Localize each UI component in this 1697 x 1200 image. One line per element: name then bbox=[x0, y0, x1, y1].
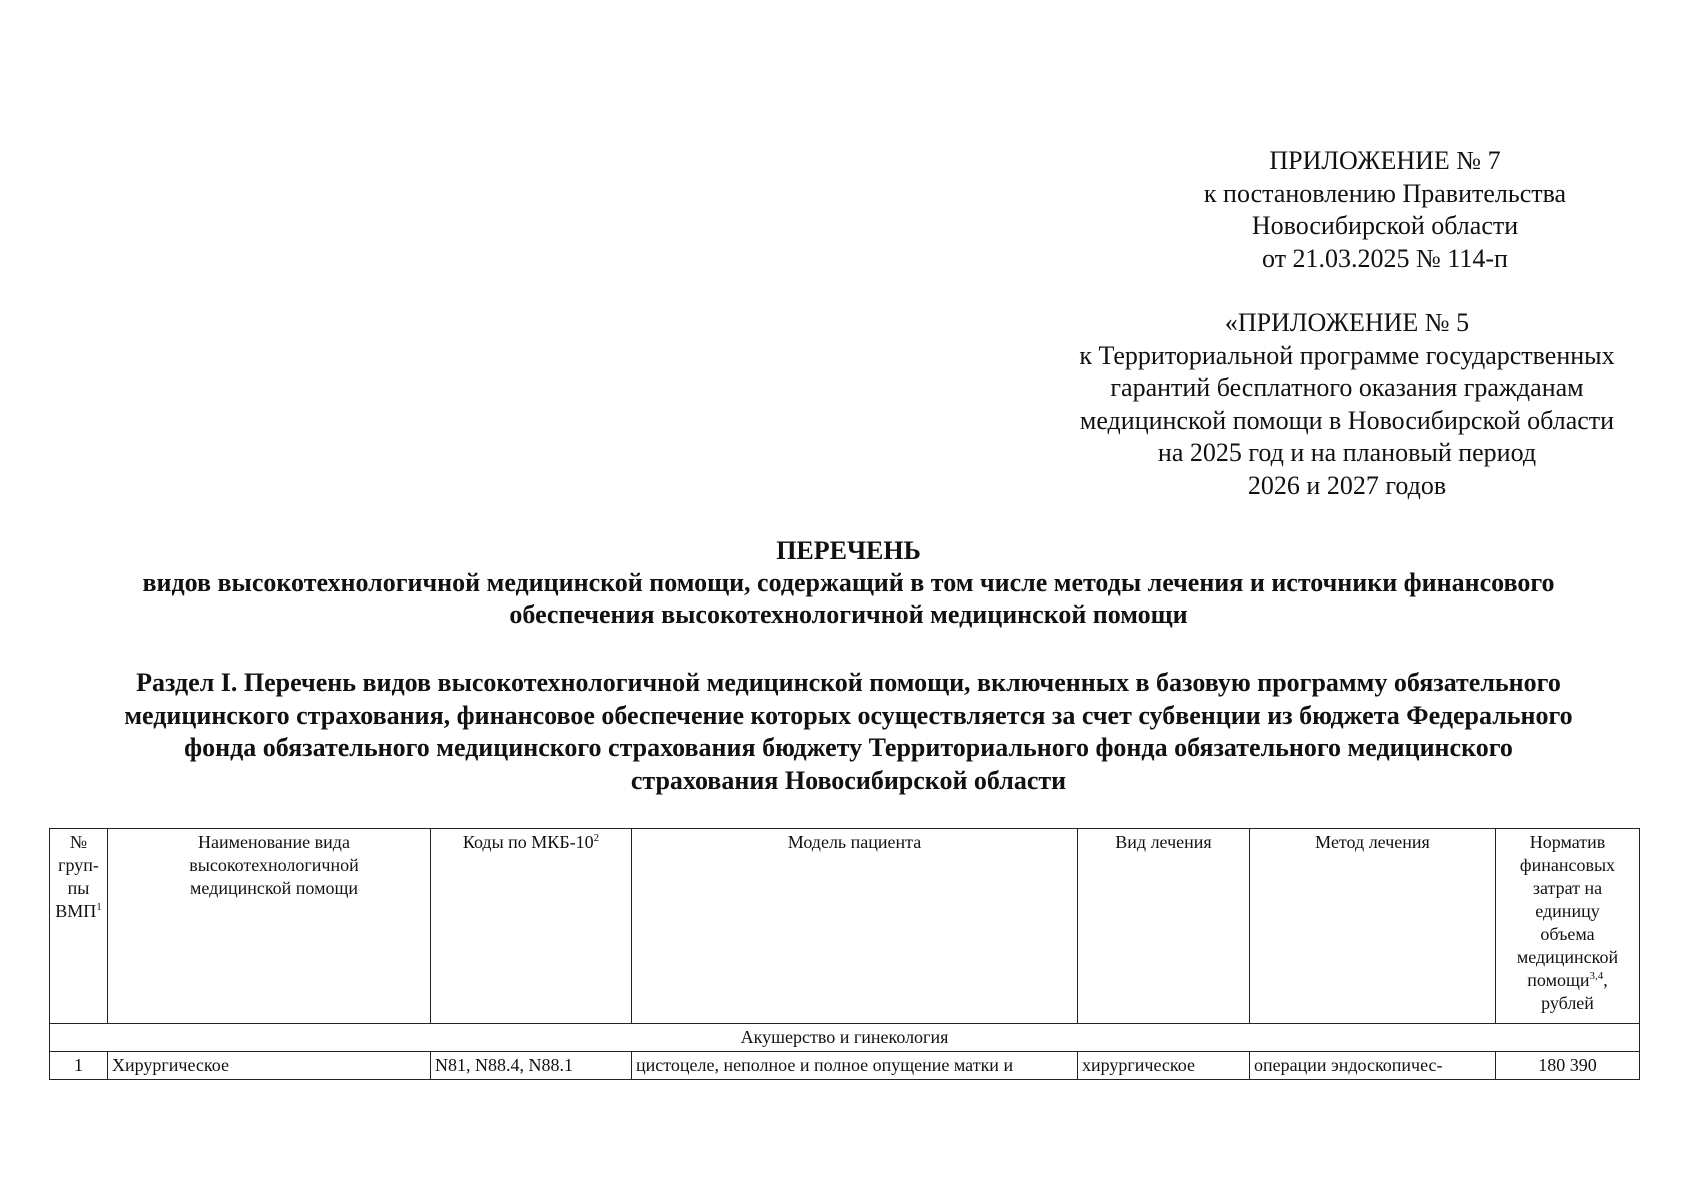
appendix-5-line: гарантий бесплатного оказания гражданам bbox=[1110, 373, 1584, 402]
footnote-marker: 2 bbox=[593, 832, 600, 844]
appendix-7-header bbox=[1065, 145, 1697, 275]
cell-norm: 180 390 bbox=[1496, 1052, 1640, 1080]
header-norm-text: Норматив финансовых затрат на единицу объема медицинской помощи bbox=[1516, 832, 1619, 990]
header-name: Наименование вида высокотехнологичной медицинской помощи bbox=[108, 829, 431, 1024]
section-line: фонда обязательного медицинского страхования бюджету Территориального фонда обязательного медицинского bbox=[184, 733, 1513, 762]
table-header-row bbox=[50, 829, 1640, 1024]
table-row bbox=[50, 1052, 1640, 1080]
table-section-title: Акушерство и гинекология bbox=[50, 1024, 1640, 1052]
cell-group-no: 1 bbox=[50, 1052, 108, 1080]
header-norm bbox=[1496, 829, 1640, 1024]
footnote-marker: 1 bbox=[96, 901, 102, 913]
cell-method: операции эндоскопичес- bbox=[1250, 1052, 1496, 1080]
appendix-7-line: ПРИЛОЖЕНИЕ № 7 bbox=[1269, 146, 1501, 175]
section-line: страхования Новосибирской области bbox=[630, 765, 1067, 795]
header-group-no bbox=[50, 829, 108, 1024]
appendix-5-line: 2026 и 2027 годов bbox=[1247, 470, 1447, 500]
appendix-5-line: «ПРИЛОЖЕНИЕ № 5 bbox=[1224, 308, 1470, 337]
title-line: обеспечения высокотехнологичной медицинской помощи bbox=[509, 600, 1188, 629]
vmp-table bbox=[49, 828, 1640, 1080]
cell-model: цистоцеле, неполное и полное опущение матки и bbox=[632, 1052, 1078, 1080]
header-icd-text: Коды по МКБ-10 bbox=[462, 832, 594, 852]
header-norm-unit: , рублей bbox=[1541, 970, 1608, 1013]
header-group-no-text: № груп-пы ВМП bbox=[55, 832, 99, 921]
table-section-row bbox=[50, 1024, 1640, 1052]
appendix-7-line: от 21.03.2025 № 114-п bbox=[1262, 243, 1508, 273]
appendix-5-line: на 2025 год и на плановый период bbox=[1157, 438, 1537, 467]
section-title bbox=[0, 667, 1697, 797]
header-model: Модель пациента bbox=[632, 829, 1078, 1024]
cell-icd: N81, N88.4, N88.1 bbox=[431, 1052, 632, 1080]
appendix-7-line: к постановлению Правительства bbox=[1203, 178, 1567, 208]
appendix-5-line: к Территориальной программе государственных bbox=[1079, 340, 1615, 370]
footnote-marker: 3,4 bbox=[1589, 970, 1604, 982]
section-line: Раздел I. Перечень видов высокотехнологичной медицинской помощи, включенных в базовую программу обязательного bbox=[136, 668, 1561, 697]
header-method: Метод лечения bbox=[1250, 829, 1496, 1024]
header-treatment-type: Вид лечения bbox=[1078, 829, 1250, 1024]
document-title bbox=[0, 535, 1697, 631]
header-icd bbox=[431, 829, 632, 1024]
appendix-5-header bbox=[997, 307, 1697, 502]
cell-name: Хирургическое bbox=[108, 1052, 431, 1080]
title-heading: ПЕРЕЧЕНЬ bbox=[776, 536, 921, 565]
section-line: медицинского страхования, финансовое обеспечение которых осуществляется за счет субвенции из бюджета Федерального bbox=[124, 700, 1573, 730]
title-line: видов высокотехнологичной медицинской помощи, содержащий в том числе методы лечения и источники финансового bbox=[142, 568, 1555, 597]
appendix-5-line: медицинской помощи в Новосибирской области bbox=[1079, 405, 1615, 435]
appendix-7-line: Новосибирской области bbox=[1251, 211, 1519, 240]
cell-treatment-type: хирургическое bbox=[1078, 1052, 1250, 1080]
